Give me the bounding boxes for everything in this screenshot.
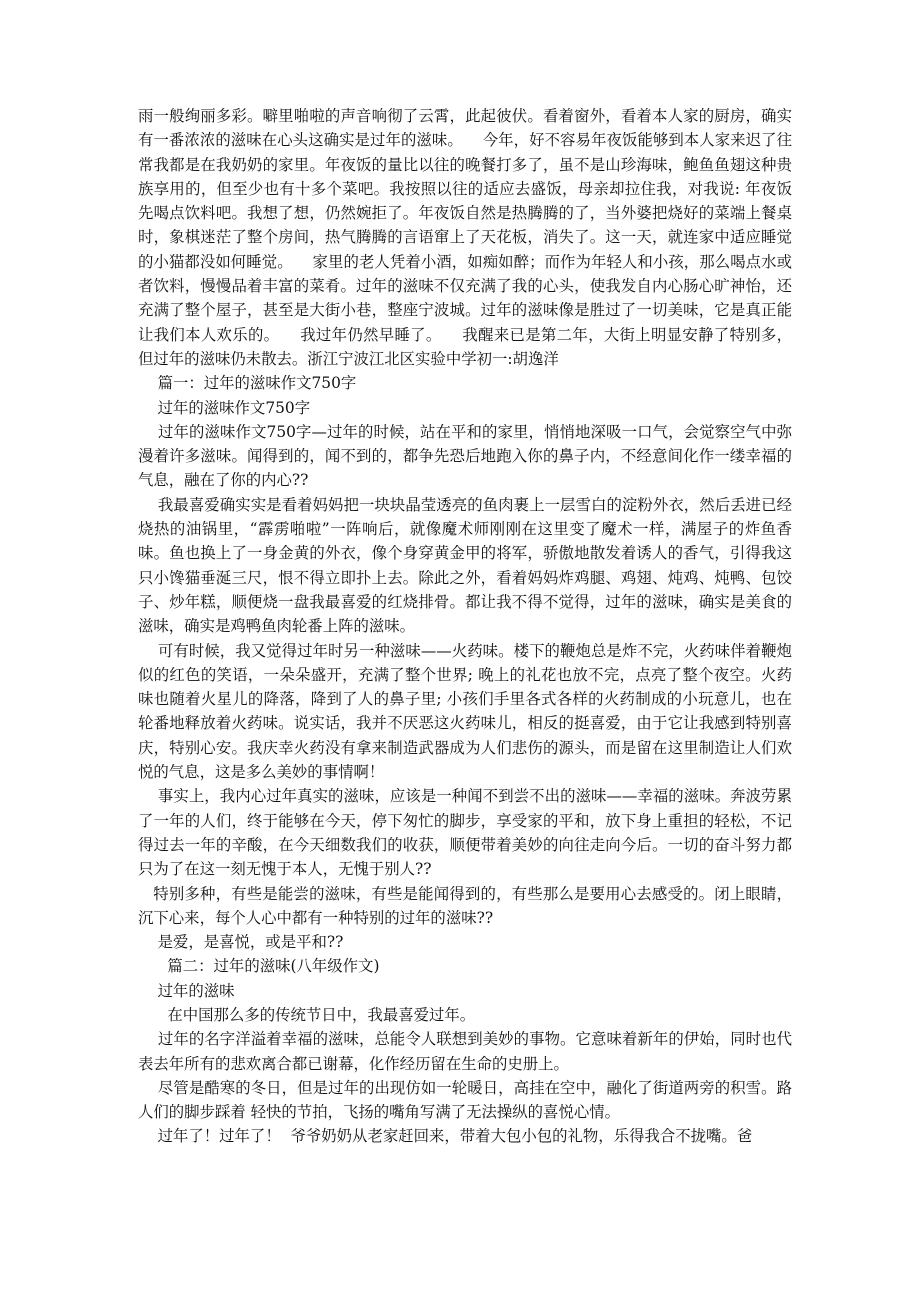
- paragraph-1: 雨一般绚丽多彩。噼里啪啦的声音响彻了云霄，此起彼伏。看着窗外，看着本人家的厨房，确实有一番浓浓的滋味在心头这确实是过年的滋味。 今年，好不容易年夜饭能够到本人家来迟了往常我都是在我奶奶的家里。年夜饭的量比以往的晚餐打多了，虽不是山珍海味，鲍鱼鱼翅这种贵族享用的，但至少也有十多个菜吧。我按照以往的适应去盛饭，母亲却拉住我，对我说: 年夜饭先喝点饮料吧。我想了想，仍然婉拒了。年夜饭自然是热腾腾的了，当外婆把烧好的菜端上餐桌时，象棋迷茫了整个房间，热气腾腾的言语窜上了天花板，消失了。这一天，就连家中适应睡觉的小猫都没如何睡觉。 家里的老人凭着小酒，如痴如醉；而作为年轻人和小孩，那么喝点水或者饮料，慢慢品着丰富的菜肴。过年的滋味不仅充满了我的心头，使我发自内心肠心旷神怡，还充满了整个屋子，甚至是大街小巷，整座宁波城。过年的滋味像是胜过了一切美味，它是真正能让我们本人欢乐的。 我过年仍然早睡了。 我醒来已是第二年，大街上明显安静了特别多，但过年的滋味仍未散去。浙江宁波江北区实验中学初一:胡逸洋: [138, 107, 792, 368]
- paragraph-12: 在中国那么多的传统节日中，我最喜爱过年。: [138, 1005, 476, 1024]
- paragraph-4: 过年的滋味作文750字—过年的时候，站在平和的家里，悄悄地深吸一口气，会觉察空气中弥漫着许多滋味。闻得到的，闻不到的，都争先恐后地跑入你的鼻子内，不经意间化作一缕幸福的气息，融在了你的内心??: [138, 422, 792, 490]
- paragraph-3: 过年的滋味作文750字: [138, 398, 311, 417]
- paragraph-7: 事实上，我内心过年真实的滋味，应该是一种闻不到尝不出的滋味——幸福的滋味。奔波劳累了一年的人们，终于能够在今天，停下匆忙的脚步，享受家的平和，放下身上重担的轻松，不记得过去一年的辛酸，在今天细数我们的收获，顺便带着美妙的向往走向今后。一切的奋斗努力都只为了在这一刻无愧于本人，无愧于别人??: [138, 787, 792, 879]
- paragraph-13: 过年的名字洋溢着幸福的滋味，总能令人联想到美妙的事物。它意味着新年的伊始，同时也代表去年所有的悲欢离合都已谢幕，化作经历留在生命的史册上。: [138, 1030, 792, 1073]
- document-page: [138, 104, 792, 1149]
- paragraph-15: 过年了！过年了！ 爷爷奶奶从老家赶回来，带着大包小包的礼物，乐得我合不拢嘴。爸: [138, 1127, 753, 1146]
- paragraph-6: 可有时候，我又觉得过年时另一种滋味——火药味。楼下的鞭炮总是炸不完，火药味伴着鞭炮似的红色的笑语，一朵朵盛开，充满了整个世界; 晚上的礼花也放不完，点亮了整个夜空。火药味也随着火星儿的降落，降到了人的鼻子里; 小孩们手里各式各样的火药制成的小玩意儿，也在轮番地释放着火药味。说实话，我并不厌恶这火药味儿，相反的挺喜爱，由于它让我感到特别喜庆，特别心安。我庆幸火药没有拿来制造武器成为人们悲伤的源头，而是留在这里制造让人们欢悦的气息，这是多么美妙的事情啊！: [138, 641, 792, 782]
- paragraph-14: 尽管是酷寒的冬日，但是过年的出现仿如一轮暖日，高挂在空中，融化了街道两旁的积雪。路人们的脚步踩着 轻快的节拍，飞扬的嘴角写满了无法操纵的喜悦心情。: [138, 1078, 792, 1122]
- paragraph-10: 篇二：过年的滋味(八年级作文): [138, 957, 380, 976]
- paragraph-5: 我最喜爱确实实是看着妈妈把一块块晶莹透亮的鱼肉裹上一层雪白的淀粉外衣，然后丢进已经烧热的油锅里，“霹雳啪啦”一阵响后，就像魔术师刚刚在这里变了魔术一样，满屋子的炸鱼香味。鱼也换上了一身金黄的外衣，像个身穿黄金甲的将军，骄傲地散发着诱人的香气，引得我这只小馋猫垂涎三尺，恨不得立即扑上去。除此之外，看着妈妈炸鸡腿、鸡翅、炖鸡、炖鸭、包饺子、炒年糕，顺便烧一盘我最喜爱的红烧排骨。都让我不得不觉得，过年的滋味，确实是美食的滋味，确实是鸡鸭鱼肉轮番上阵的滋味。: [138, 495, 792, 636]
- paragraph-8: 特别多种，有些是能尝的滋味，有些是能闻得到的，有些那么是要用心去感受的。闭上眼睛，沉下心来，每个人心中都有一种特别的过年的滋味??: [138, 884, 792, 927]
- paragraph-9: 是爱，是喜悦，或是平和??: [138, 933, 344, 952]
- paragraph-2: 篇一：过年的滋味作文750字: [138, 374, 357, 393]
- paragraph-11: 过年的滋味: [138, 981, 235, 1000]
